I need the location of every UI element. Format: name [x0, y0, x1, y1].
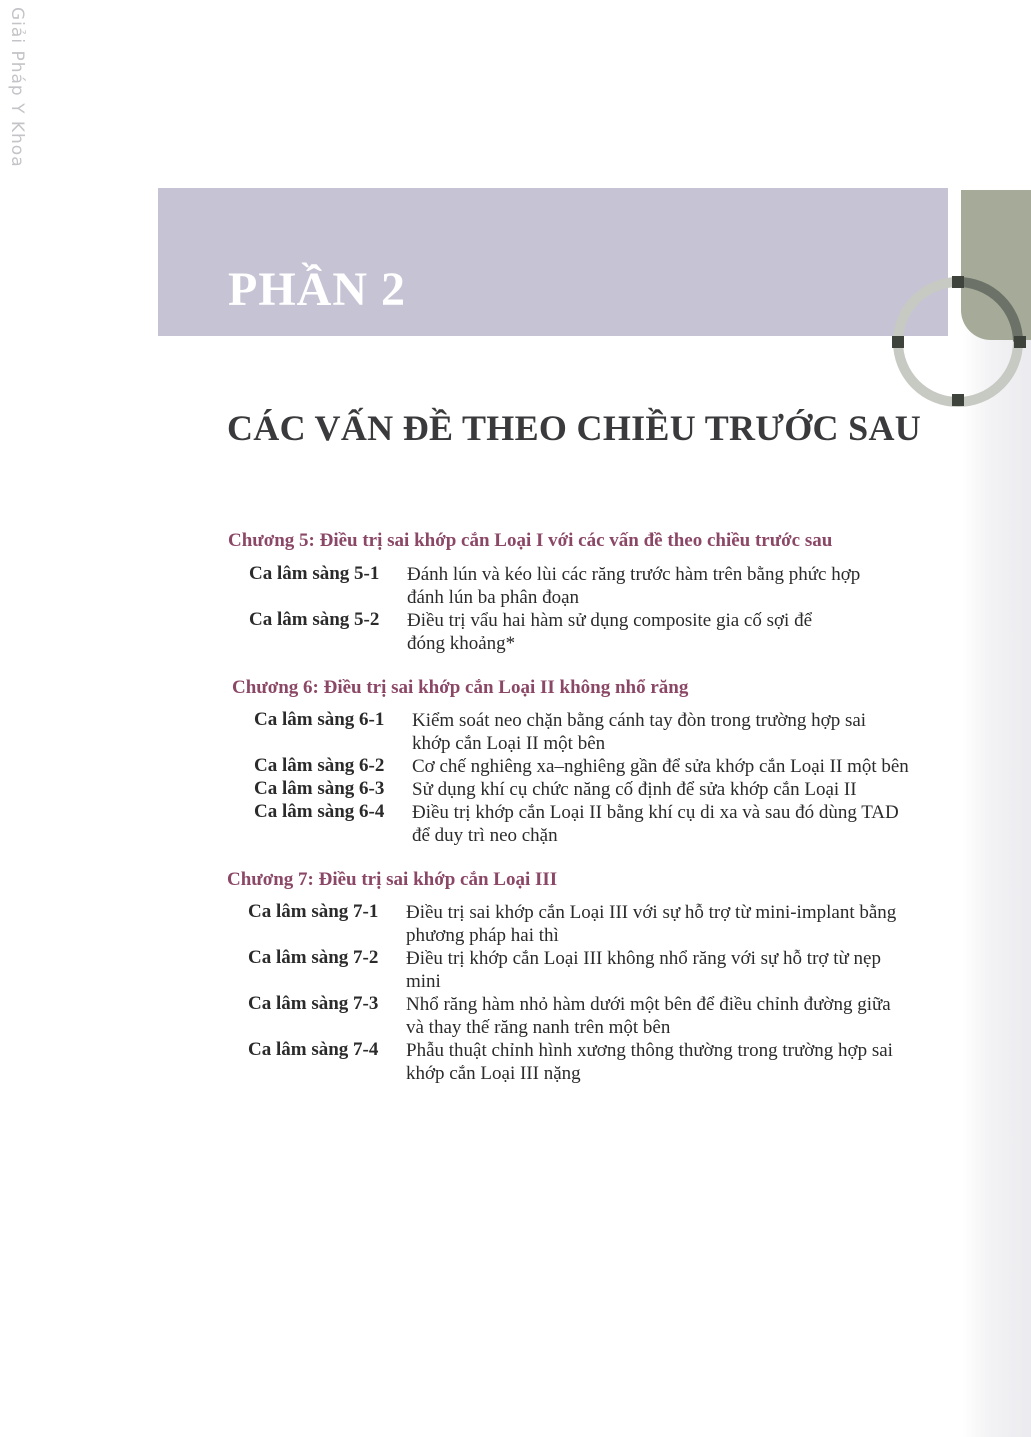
case-label: Ca lâm sàng 6-2 — [254, 755, 385, 776]
case-description-line: Sử dụng khí cụ chức năng cố định để sửa khớp cắn Loại II — [412, 779, 857, 800]
case-description-line: Nhổ răng hàm nhỏ hàm dưới một bên để điều chỉnh đường giữa — [406, 994, 891, 1015]
case-label: Ca lâm sàng 6-4 — [254, 801, 385, 822]
part-heading: CÁC VẤN ĐỀ THEO CHIỀU TRƯỚC SAU — [227, 408, 922, 448]
case-description — [412, 755, 909, 778]
case-description-line: đóng khoảng* — [407, 633, 516, 654]
case-description — [406, 947, 881, 993]
chapter-title: Chương 7: Điều trị sai khớp cắn Loại III — [227, 869, 558, 890]
case-label: Ca lâm sàng 5-2 — [249, 609, 380, 630]
case-description — [407, 609, 812, 655]
case-description-line: Điều trị khớp cắn Loại III không nhổ răng với sự hỗ trợ từ nẹp — [406, 948, 881, 969]
case-description-line: Điều trị sai khớp cắn Loại III với sự hỗ trợ từ mini-implant bằng — [406, 902, 897, 923]
case-description — [412, 801, 899, 847]
case-label: Ca lâm sàng 7-1 — [248, 901, 379, 922]
case-description-line: mini — [406, 971, 441, 992]
ring-ornament-icon — [888, 272, 1028, 412]
case-label: Ca lâm sàng 7-2 — [248, 947, 379, 968]
case-description-line: Phẫu thuật chỉnh hình xương thông thường trong trường hợp sai — [406, 1040, 893, 1061]
case-description — [412, 778, 857, 801]
case-description-line: Cơ chế nghiêng xa–nghiêng gần để sửa khớp cắn Loại II một bên — [412, 756, 909, 777]
case-description-line: Kiểm soát neo chặn bằng cánh tay đòn trong trường hợp sai — [412, 710, 867, 731]
chapter-title: Chương 6: Điều trị sai khớp cắn Loại II không nhổ răng — [232, 677, 689, 698]
case-label: Ca lâm sàng 7-3 — [248, 993, 379, 1014]
case-description — [406, 993, 891, 1039]
case-description — [406, 1039, 893, 1085]
chapter-title: Chương 5: Điều trị sai khớp cắn Loại I với các vấn đề theo chiều trước sau — [228, 530, 833, 551]
part-label: PHẦN 2 — [228, 263, 406, 316]
case-label: Ca lâm sàng 7-4 — [248, 1039, 379, 1060]
case-description-line: và thay thế răng nanh trên một bên — [406, 1017, 671, 1038]
case-description-line: khớp cắn Loại III nặng — [406, 1063, 581, 1084]
case-description — [412, 709, 866, 755]
case-description-line: để duy trì neo chặn — [412, 825, 558, 846]
case-description-line: phương pháp hai thì — [406, 925, 559, 946]
case-description — [406, 901, 896, 947]
watermark-text: Giải Pháp Y Khoa — [7, 7, 27, 168]
case-label: Ca lâm sàng 5-1 — [249, 563, 380, 584]
case-label: Ca lâm sàng 6-3 — [254, 778, 385, 799]
case-description-line: Đánh lún và kéo lùi các răng trước hàm trên bằng phức hợp — [407, 564, 861, 585]
case-description — [407, 563, 860, 609]
case-description-line: đánh lún ba phân đoạn — [407, 587, 580, 608]
case-description-line: Điều trị khớp cắn Loại II bằng khí cụ di xa và sau đó dùng TAD — [412, 802, 899, 823]
case-description-line: Điều trị vẩu hai hàm sử dụng composite gia cố sợi để — [407, 610, 813, 631]
case-description-line: khớp cắn Loại II một bên — [412, 733, 606, 754]
case-label: Ca lâm sàng 6-1 — [254, 709, 385, 730]
